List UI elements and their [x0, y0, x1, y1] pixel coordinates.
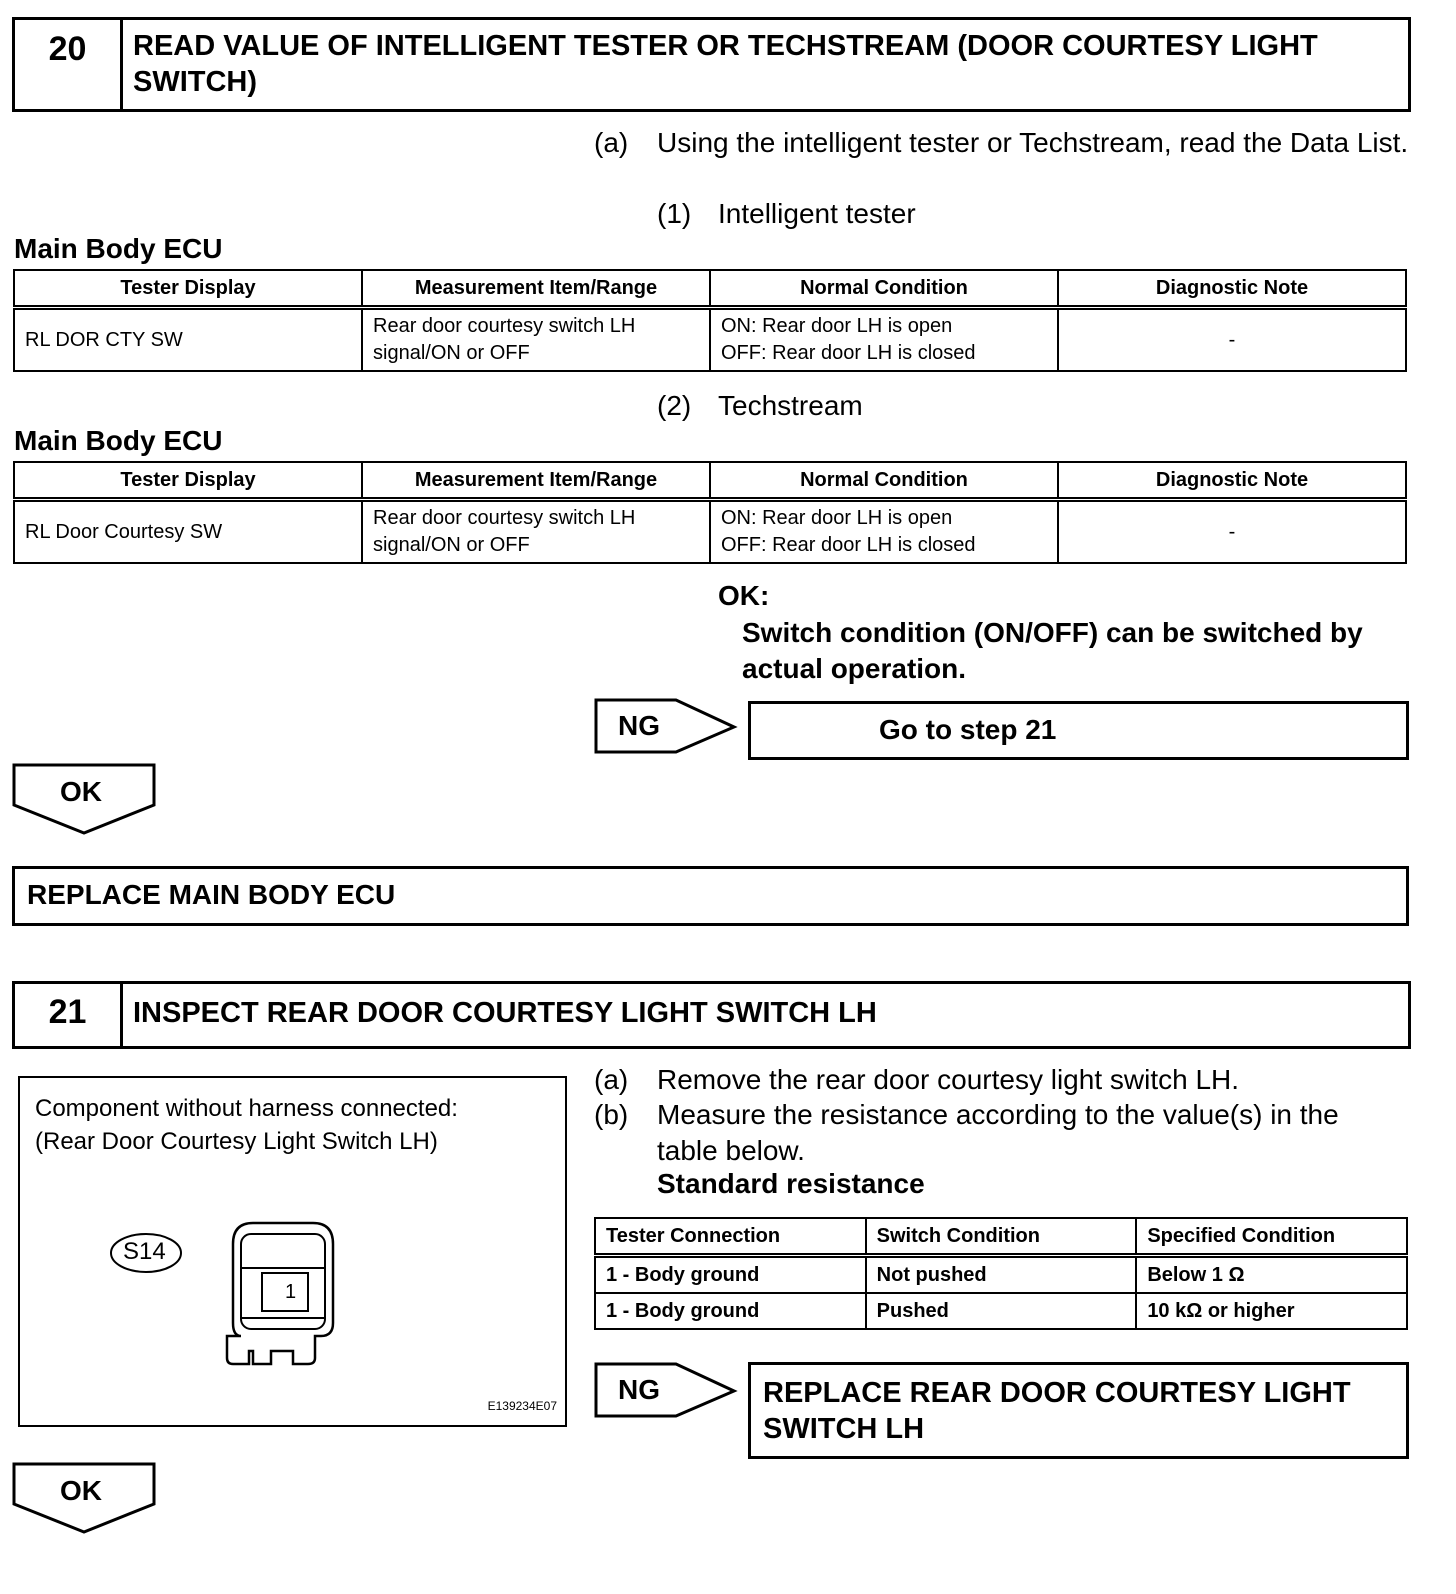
step-number: 21 — [15, 984, 123, 1046]
tester-connection: 1 - Body ground — [595, 1256, 866, 1294]
table-row — [14, 308, 1406, 372]
col-header: Measurement Item/Range — [362, 270, 710, 308]
col-header: Tester Connection — [595, 1218, 866, 1256]
table-row — [14, 500, 1406, 564]
ng-action-box[interactable] — [748, 1362, 1409, 1459]
sub1-label: (1) — [657, 198, 692, 229]
step-title: READ VALUE OF INTELLIGENT TESTER OR TECHSTREAM (DOOR COURTESY LIGHT SWITCH) — [133, 30, 1318, 98]
data-list-table-intelligent — [13, 269, 1407, 372]
connector-code: S14 — [123, 1238, 166, 1265]
col-header: Diagnostic Note — [1058, 270, 1406, 308]
step-title: INSPECT REAR DOOR COURTESY LIGHT SWITCH LH — [133, 997, 877, 1029]
normal-condition — [710, 500, 1058, 564]
table-row — [595, 1256, 1407, 1294]
figure-caption: Component without harness connected: — [35, 1095, 458, 1122]
pin-number: 1 — [285, 1281, 297, 1303]
step-number: 20 — [15, 20, 123, 109]
col-header: Specified Condition — [1136, 1218, 1407, 1256]
step-21-header — [12, 981, 1411, 1049]
ng-action-text: REPLACE REAR DOOR COURTESY LIGHT SWITCH LH — [763, 1377, 1351, 1445]
sub2-text: Techstream — [718, 390, 863, 421]
replace-ecu-text: REPLACE MAIN BODY ECU — [27, 879, 396, 910]
tester-display: RL DOR CTY SW — [14, 308, 362, 372]
condition-off: OFF: Rear door LH is closed — [721, 534, 976, 556]
ok-criteria-label: OK: — [718, 580, 770, 611]
tester-display: RL Door Courtesy SW — [14, 500, 362, 564]
item-a-label: (a) — [594, 127, 629, 158]
switch-condition: Pushed — [866, 1293, 1137, 1329]
ecu-heading: Main Body ECU — [14, 425, 223, 456]
ng-arrow-icon — [594, 698, 740, 756]
step-20-header — [12, 17, 1411, 112]
measurement-item: Rear door courtesy switch LH signal/ON or OFF — [362, 500, 710, 564]
col-header: Measurement Item/Range — [362, 462, 710, 500]
col-header: Diagnostic Note — [1058, 462, 1406, 500]
ng-action-text: Go to step 21 — [879, 714, 1057, 745]
item-b-label: (b) — [594, 1099, 629, 1130]
ng-arrow-icon — [594, 1362, 740, 1420]
ng-label: NG — [618, 710, 660, 741]
diagnostic-note: - — [1058, 500, 1406, 564]
item-a-text: Using the intelligent tester or Techstream, read the Data List. — [657, 127, 1409, 158]
col-header: Normal Condition — [710, 462, 1058, 500]
tester-connection: 1 - Body ground — [595, 1293, 866, 1329]
standard-resistance-table — [594, 1217, 1408, 1330]
specified-condition: 10 kΩ or higher — [1136, 1293, 1407, 1329]
switch-condition: Not pushed — [866, 1256, 1137, 1294]
specified-condition: Below 1 Ω — [1136, 1256, 1407, 1294]
replace-ecu-box[interactable] — [12, 866, 1409, 926]
connector-figure — [18, 1076, 567, 1427]
col-header: Normal Condition — [710, 270, 1058, 308]
sub2-label: (2) — [657, 390, 692, 421]
ok-arrow-label: OK — [60, 1475, 102, 1506]
col-header: Switch Condition — [866, 1218, 1137, 1256]
measurement-item: Rear door courtesy switch LH signal/ON or OFF — [362, 308, 710, 372]
ng-action-box[interactable] — [748, 701, 1409, 760]
item-a-label: (a) — [594, 1064, 629, 1095]
table-row — [595, 1293, 1407, 1329]
condition-on: ON: Rear door LH is open — [721, 315, 953, 337]
item-b-text: Measure the resistance according to the value(s) in the table below. — [657, 1099, 1339, 1166]
ng-label: NG — [618, 1374, 660, 1405]
col-header: Tester Display — [14, 270, 362, 308]
ok-criteria-text: Switch condition (ON/OFF) can be switched by actual operation. — [742, 617, 1363, 684]
figure-caption: (Rear Door Courtesy Light Switch LH) — [35, 1128, 438, 1155]
item-a-text: Remove the rear door courtesy light switch LH. — [657, 1064, 1240, 1095]
ecu-heading: Main Body ECU — [14, 233, 223, 264]
sub1-text: Intelligent tester — [718, 198, 916, 229]
diagnostic-note: - — [1058, 308, 1406, 372]
condition-off: OFF: Rear door LH is closed — [721, 342, 976, 364]
col-header: Tester Display — [14, 462, 362, 500]
normal-condition — [710, 308, 1058, 372]
figure-id: E139234E07 — [487, 1399, 557, 1413]
condition-on: ON: Rear door LH is open — [721, 507, 953, 529]
ok-arrow-label: OK — [60, 776, 102, 807]
standard-resistance-heading: Standard resistance — [657, 1168, 925, 1199]
data-list-table-techstream — [13, 461, 1407, 564]
